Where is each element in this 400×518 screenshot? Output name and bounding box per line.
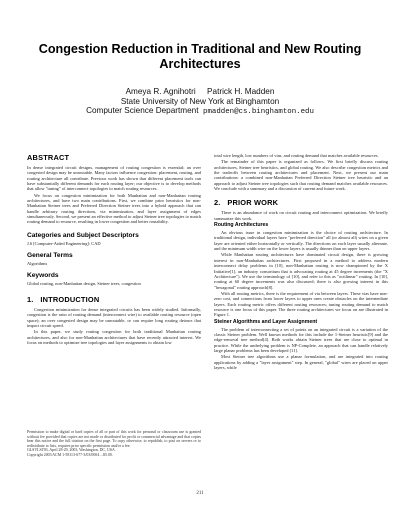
- routing-architectures-heading: Routing Architectures: [214, 222, 269, 229]
- right-paragraph-2: The remainder of this paper is organized as follows. We first briefly discuss routing architectures, Steiner tree heuristics, and global routing. We also describe congestion metrics and the tradeoffs between routing architectures and placement. Next, we present our main contributions: a combined non-Manhattan Preferred Direction Steiner tree heuristic and an approach to adjust Steiner tree topologies such that routing demand matches available resources. We conclude with a summary and a discussion of current and future work.: [214, 159, 388, 192]
- affiliation-department: [20, 106, 380, 118]
- prior-paragraph-1: There is an abundance of work on circuit routing and interconnect optimization. We briefly summarize this work.: [214, 210, 388, 221]
- general-terms-text: Algorithms: [27, 261, 48, 267]
- prior-paragraph-3: While Manhattan routing architectures have dominated circuit design, there is growing interest in non-Manhattan architectures. First proposed in a method to address modern interconnect delay problems in [10], non-Manhattan routing is now championed by the X Initiative[1], an industry consortium that is advocating routing at 45 degree increments (the "X Architecture"). We use the terminology of [10], and refer to this as "octilinear" routing. In [10], routing at 60 degree increments was also discussed; there is also growing interest in this "hexagonal" routing approach[8].: [214, 252, 388, 290]
- right-column: [214, 153, 388, 371]
- prior-paragraph-6: Most Steiner tree algorithms use a planar formulation, and are integrated into routing applications by adding a "layer assignment" step. In general, "global" wires are placed on upper layers, while: [214, 354, 388, 370]
- intro-paragraph-2: In this paper, we study routing congestion for both traditional Manhattan routing architectures, and also for non-Manhattan architectures that have recently attracted interest. We focus on methods to optimize tree topologies and layer assignments to obtain low: [27, 329, 201, 345]
- intro-paragraph-1: Congestion minimization for dense integrated circuits has been widely studied. Informally, congestion is the ratio of routing demand (interconnect wire) to available routing resource (open space); an over congested design may be unroutable, or can require long routing detours that impact circuit speed.: [27, 306, 201, 328]
- author-names: Ameya R. Agnihotri Patrick H. Madden: [125, 87, 275, 96]
- prior-paragraph-4: With all routing metrics, there is the requirement of via between layers. These vias have non-zero cost, and connections from lower layers to upper ones create obstacles on the intermediate layers. Each routing metric offers different routing resources; tuning routing demand to match resource is one focus of this paper. The three routing architectures we focus on are illustrated in Figure 1.: [214, 290, 388, 318]
- page-number: 211: [196, 491, 204, 496]
- permission-notice: [27, 430, 201, 458]
- abstract-paragraph-1: In dense integrated circuit designs, management of routing congestion is essential; an over congested design may be unroutable. Many factors influence congestion: placement, routing, and routing architecture all contribute. Previous work has shown that different placement tools can have substantially different demands for each routing layer; our objective is to develop methods that allow "tuning" of interconnect topologies to match routing resources.: [27, 165, 201, 192]
- abstract-paragraph-2: We focus on congestion minimization for both Manhattan and non-Manhattan routing architectures, and have two main contributions. First, we combine prior heuristics for non-Manhattan Steiner trees and Preferred Direction Steiner trees into a hybrid approach that can handle arbitrary routing directions, via minimization, and layer assignment of edges simultaneously. Second, we present an effective method to adjust Steiner tree topologies to match routing demand to resource, resulting in lower congestion and better routability.: [27, 192, 201, 225]
- author-block: [20, 87, 380, 118]
- permission-text: Permission to make digital or hard copies of all or part of this work for personal or classroom use is granted without fee provided that copies are not made or distributed for profit or commercial advantage and that copies bear this notice and the full citation on the first page. To copy otherwise, to republish, to post on servers or to redistribute to lists, requires prior specific permission and/or a fee.: [27, 430, 201, 448]
- paper-title: [20, 42, 380, 72]
- keywords-heading: Keywords: [27, 272, 59, 280]
- copyright-text: Copyright 2003 ACM 1-58113-677-3/03/0004 ...$5.00.: [27, 452, 113, 457]
- abstract-heading: ABSTRACT: [27, 153, 70, 162]
- keywords-text: Global routing, non-Manhattan design, Steiner trees, congestion: [27, 281, 141, 287]
- prior-paragraph-2: An obvious issue in congestion minimization is the choice of routing architecture. In traditional design, individual layers have "preferred direction" all (or almost all) wires on a given layer are oriented either horizontally or vertically. The directions on each layer usually alternate, and the minimum width wire on the lower layers is usually thinner than on upper layers.: [214, 230, 388, 252]
- venue-text: GLSVLSI'03, April 28-29, 2003, Washington, DC, USA.: [27, 448, 116, 453]
- affiliation-university: State University of New York at Binghamton: [120, 96, 280, 106]
- right-paragraph-1: total wire length, low numbers of vias, and routing demand that matches available resources.: [214, 153, 379, 158]
- author-email: pmadden@cs.binghamton.edu: [203, 108, 314, 117]
- affiliation-dept-name: Computer Science Department: [86, 106, 199, 116]
- prior-work-heading: 2. PRIOR WORK: [214, 198, 279, 208]
- categories-text: J.6 [Computer-Aided Engineering]: CAD: [27, 240, 101, 246]
- left-column: [27, 153, 201, 346]
- prior-paragraph-5: The problem of interconnecting a set of points on an integrated circuit is a variation of the classic Steiner problem. Well known methods for this include the 1-Steiner heuristic[9] and the edge-removal tree method[4]. Both works obtain Steiner trees that are close to optimal in practice. While the underlying problem is NP-Complete, an approach that can handle relatively large planar problems has been developed [11].: [214, 326, 388, 353]
- categories-heading: Categories and Subject Descriptors: [27, 231, 139, 239]
- steiner-heading: Steiner Algorithms and Layer Assignment: [214, 318, 318, 325]
- title-line-1: Congestion Reduction in Traditional and New Routing: [38, 42, 362, 56]
- introduction-heading: 1. INTRODUCTION: [27, 294, 100, 304]
- title-line-2: Architectures: [159, 57, 241, 71]
- general-terms-heading: General Terms: [27, 252, 73, 260]
